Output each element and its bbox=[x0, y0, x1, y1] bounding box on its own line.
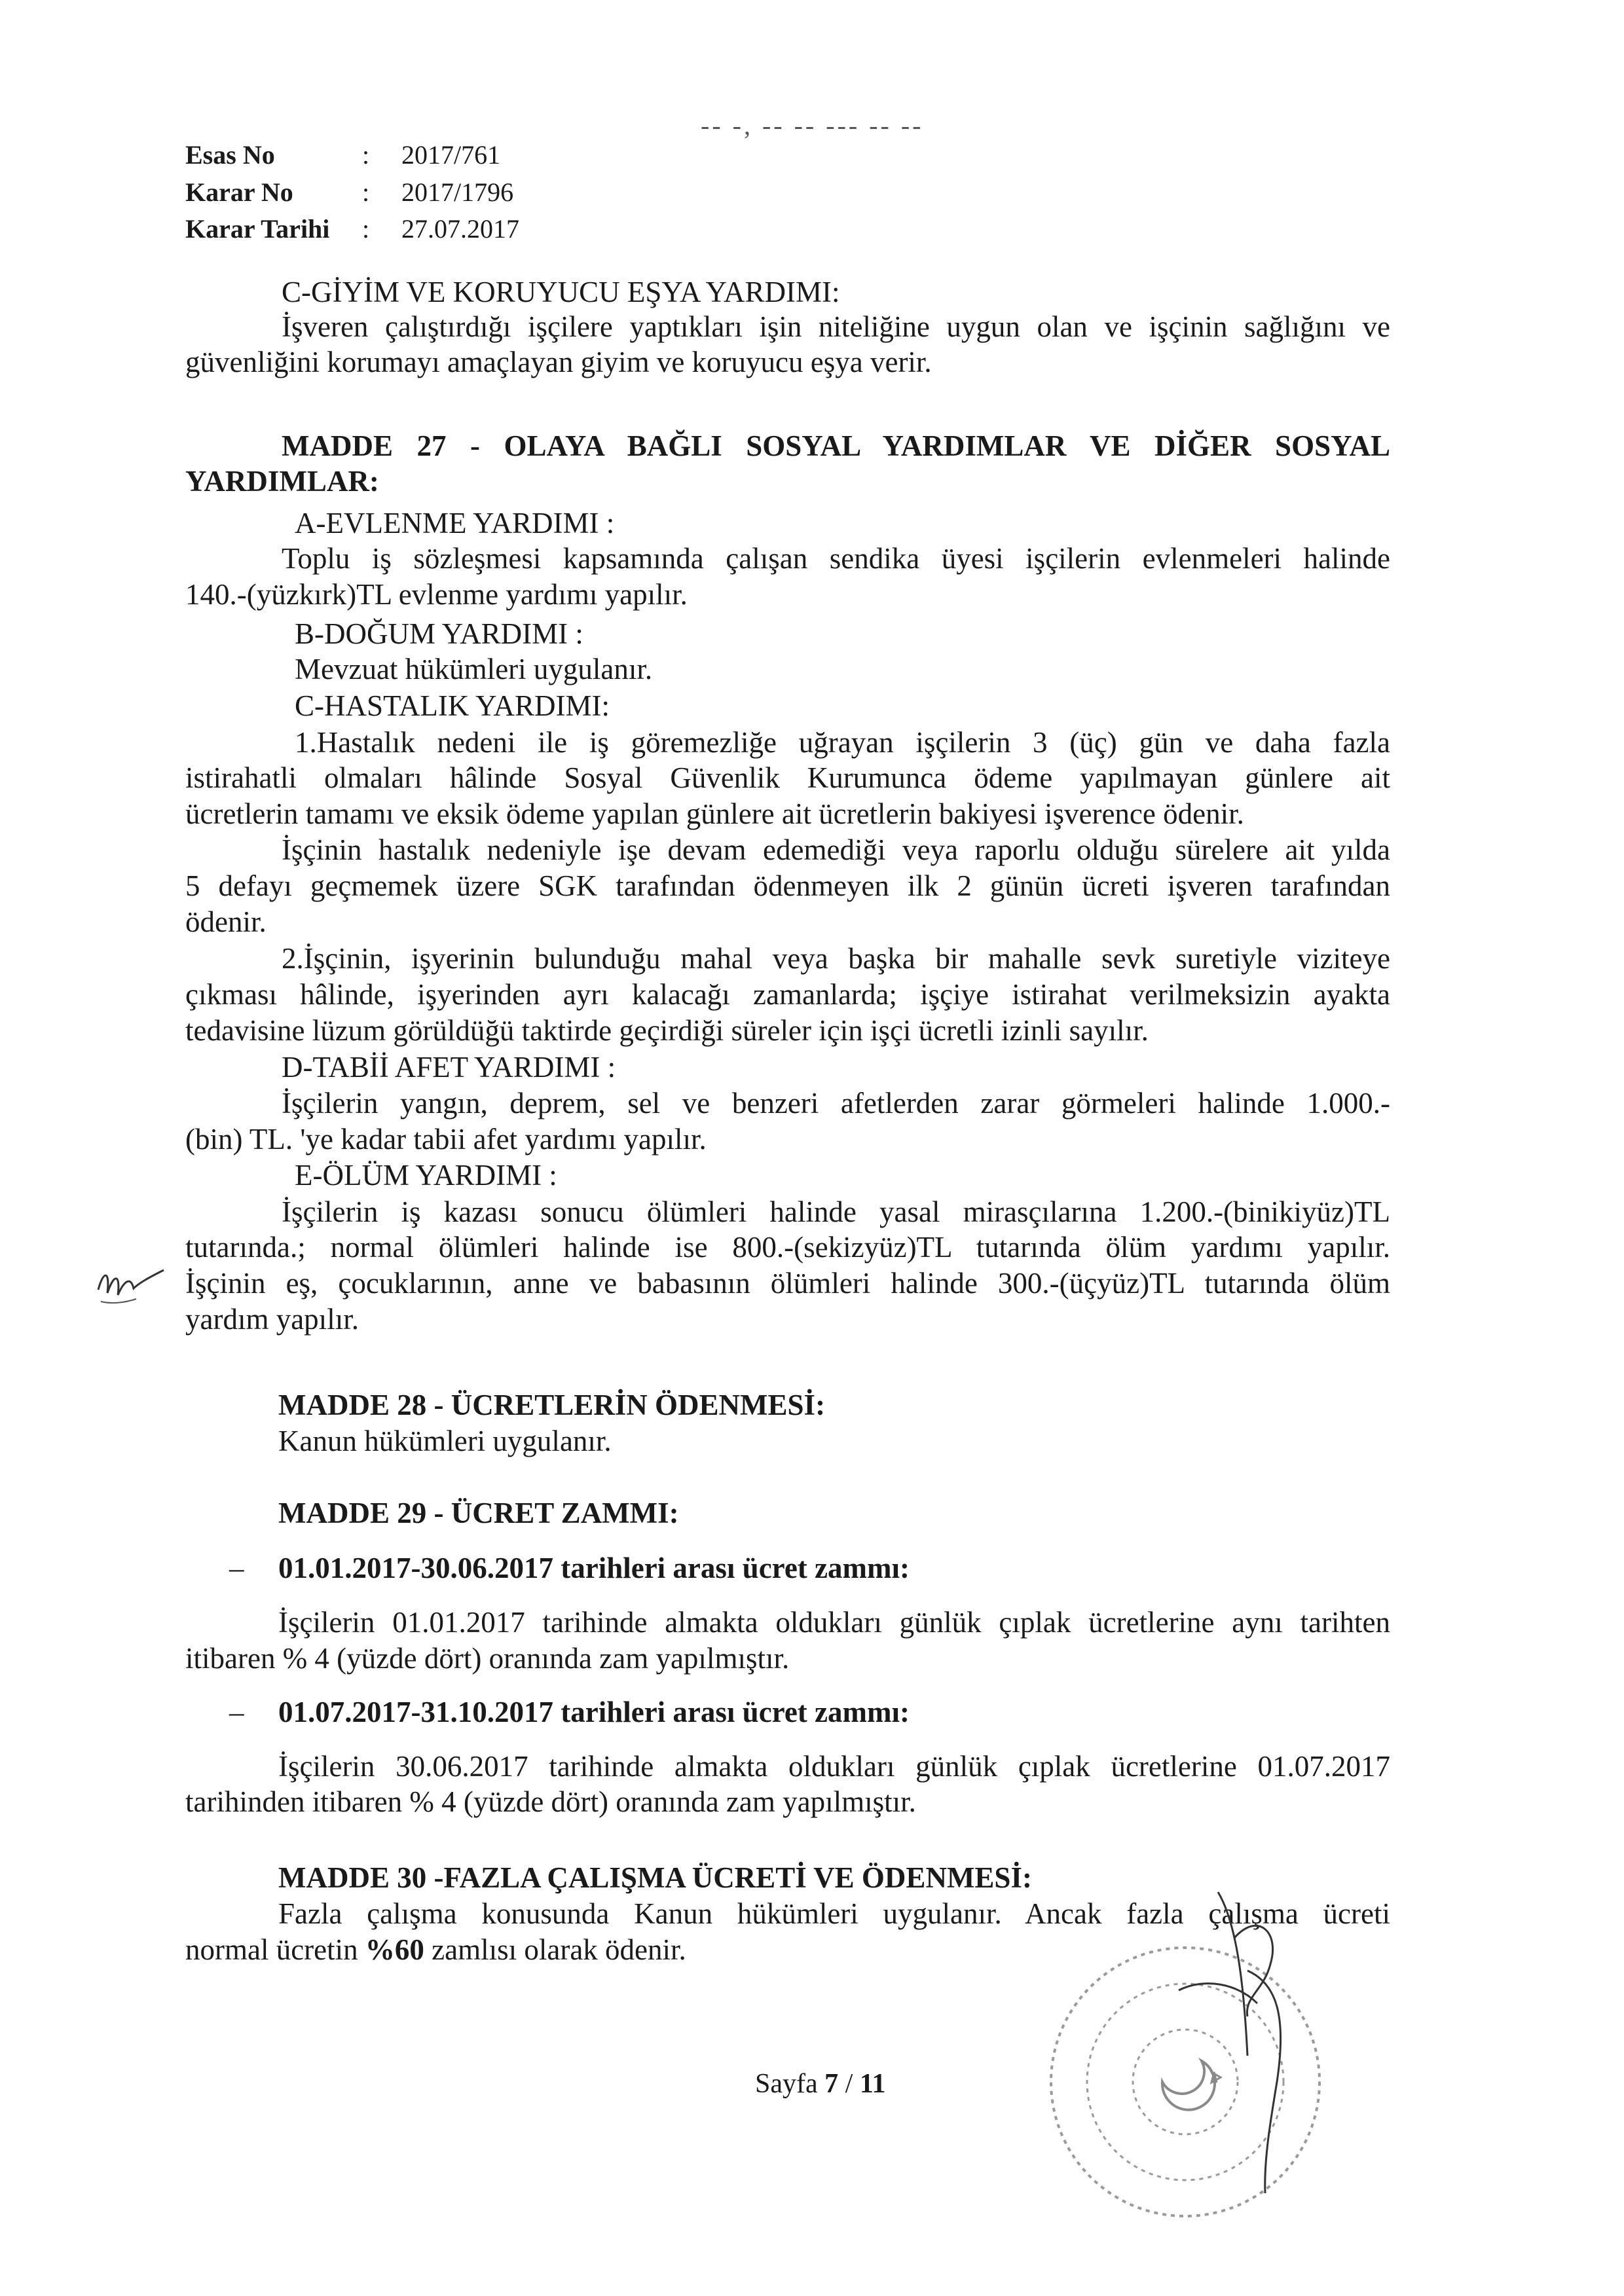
hastalik-line: çıkması hâlinde, işyerinden ayrı kalacağı zamanlarda; işçiye istirahat verilmeksizin ayakta bbox=[185, 978, 1390, 1011]
top-marks: -- -, -- -- --- -- -- bbox=[701, 111, 924, 140]
hastalik-line: ücretlerin tamamı ve eksik ödeme yapılan günlere ait ücretlerin bakiyesi işverence ödenir. bbox=[185, 797, 1244, 830]
hastalik-line: 2.İşçinin, işyerinin bulunduğu mahal veya başka bir mahalle sevk suretiyle viziteye bbox=[282, 942, 1390, 975]
evlenme-line: 140.-(yüzkırk)TL evlenme yardımı yapılır. bbox=[185, 578, 688, 611]
zam-period-1-line: itibaren % 4 (yüzde dört) oranında zam yapılmıştır. bbox=[185, 1642, 790, 1675]
olum-title: E-ÖLÜM YARDIMI : bbox=[295, 1159, 557, 1192]
afet-line: İşçilerin yangın, deprem, sel ve benzeri afetlerden zarar görmeleri halinde 1.000.- bbox=[282, 1087, 1390, 1120]
madde27-title: YARDIMLAR: bbox=[185, 465, 379, 498]
colon: : bbox=[362, 214, 370, 244]
madde29-title: MADDE 29 - ÜCRET ZAMMI: bbox=[278, 1497, 679, 1529]
madde28-title: MADDE 28 - ÜCRETLERİN ÖDENMESİ: bbox=[278, 1389, 826, 1421]
c-giyim-line: güvenliğini korumayı amaçlayan giyim ve koruyucu eşya verir. bbox=[185, 346, 932, 378]
hastalik-line: tedavisine lüzum görüldüğü taktirde geçirdiği süreler için işçi ücretli izinli sayılır. bbox=[185, 1014, 1149, 1047]
zam-period-1-line: İşçilerin 01.01.2017 tarihinde almakta oldukları günlük çıplak ücretlerine aynı tarihten bbox=[278, 1606, 1390, 1639]
colon: : bbox=[362, 177, 370, 207]
page-label: Sayfa bbox=[755, 2069, 818, 2099]
tarih-label: Karar Tarihi bbox=[185, 214, 330, 244]
olum-line: İşçilerin iş kazası sonucu ölümleri halinde yasal mirasçılarına 1.200.-(binikiyüz)TL bbox=[282, 1195, 1390, 1228]
madde30-title: MADDE 30 -FAZLA ÇALIŞMA ÜCRETİ VE ÖDENMESİ: bbox=[278, 1861, 1032, 1894]
madde30-line bbox=[185, 1931, 686, 1968]
zam-percentage: %60 bbox=[365, 1933, 424, 1966]
zam-period-2-title: 01.07.2017-31.10.2017 tarihleri arası ücret zammı: bbox=[278, 1696, 910, 1728]
list-dash: – bbox=[229, 1696, 244, 1728]
afet-line: (bin) TL. 'ye kadar tabii afet yardımı yapılır. bbox=[185, 1123, 707, 1156]
evlenme-title: A-EVLENME YARDIMI : bbox=[295, 507, 615, 539]
page-number: 7 bbox=[824, 2069, 839, 2099]
list-dash: – bbox=[229, 1552, 244, 1584]
madde30-line: Fazla çalışma konusunda Kanun hükümleri uygulanır. Ancak fazla çalışma ücreti bbox=[278, 1897, 1390, 1930]
madde30-text: normal ücretin bbox=[185, 1933, 365, 1966]
olum-line: İşçinin eş, çocuklarının, anne ve babasının ölümleri halinde 300.-(üçyüz)TL tutarında ölüm bbox=[185, 1267, 1390, 1300]
hastalik-line: ödenir. bbox=[185, 905, 267, 938]
page-footer bbox=[755, 2067, 886, 2101]
karar-label: Karar No bbox=[185, 177, 293, 207]
page-total: 11 bbox=[859, 2069, 886, 2099]
hastalik-line: 1.Hastalık nedeni ile iş göremezliğe uğrayan işçilerin 3 (üç) gün ve daha fazla bbox=[295, 726, 1390, 759]
hastalik-line: İşçinin hastalık nedeniyle işe devam edemediği veya raporlu olduğu sürelere ait yılda bbox=[282, 833, 1390, 866]
madde28-line: Kanun hükümleri uygulanır. bbox=[278, 1425, 612, 1457]
zam-period-2-line: İşçilerin 30.06.2017 tarihinde almakta oldukları günlük çıplak ücretlerine 01.07.2017 bbox=[278, 1750, 1390, 1783]
page-separator: / bbox=[845, 2069, 853, 2099]
c-giyim-title: C-GİYİM VE KORUYUCU EŞYA YARDIMI: bbox=[282, 276, 840, 308]
evlenme-line: Toplu iş sözleşmesi kapsamında çalışan sendika üyesi işçilerin evlenmeleri halinde bbox=[282, 542, 1390, 575]
zam-period-1-title: 01.01.2017-30.06.2017 tarihleri arası ücret zammı: bbox=[278, 1552, 910, 1584]
madde27-title: MADDE 27 - OLAYA BAĞLI SOSYAL YARDIMLAR VE DİĞER SOSYAL bbox=[282, 429, 1390, 462]
hastalik-line: istirahatli olmaları hâlinde Sosyal Güvenlik Kurumunca ödeme yapılmayan günlere ait bbox=[185, 761, 1390, 794]
dogum-title: B-DOĞUM YARDIMI : bbox=[295, 617, 583, 650]
esas-label: Esas No bbox=[185, 140, 275, 170]
handwritten-initials bbox=[85, 1244, 190, 1316]
madde30-text: zamlısı olarak ödenir. bbox=[424, 1933, 686, 1966]
afet-title: D-TABİİ AFET YARDIMI : bbox=[282, 1051, 616, 1084]
colon: : bbox=[362, 140, 370, 170]
c-giyim-line: İşveren çalıştırdığı işçilere yaptıkları işin niteliğine uygun olan ve işçinin sağlığını ve bbox=[282, 310, 1390, 343]
zam-period-2-line: tarihinden itibaren % 4 (yüzde dört) oranında zam yapılmıştır. bbox=[185, 1785, 916, 1818]
header-tarih-row bbox=[185, 211, 519, 247]
official-stamp bbox=[1022, 1886, 1362, 2252]
olum-line: yardım yapılır. bbox=[185, 1303, 359, 1336]
header-karar-row bbox=[185, 175, 513, 210]
dogum-line: Mevzuat hükümleri uygulanır. bbox=[295, 653, 653, 685]
olum-line: tutarında.; normal ölümleri halinde ise 800.-(sekizyüz)TL tutarında ölüm yardımı yapılır. bbox=[185, 1231, 1390, 1264]
hastalik-line: 5 defayı geçmemek üzere SGK tarafından ödenmeyen ilk 2 günün ücreti işveren tarafından bbox=[185, 869, 1390, 902]
hastalik-title: C-HASTALIK YARDIMI: bbox=[295, 689, 610, 722]
header-esas-row bbox=[185, 137, 500, 173]
esas-value: 2017/761 bbox=[401, 140, 501, 170]
tarih-value: 27.07.2017 bbox=[401, 214, 519, 244]
karar-value: 2017/1796 bbox=[401, 177, 514, 207]
signature bbox=[1179, 1892, 1281, 2193]
